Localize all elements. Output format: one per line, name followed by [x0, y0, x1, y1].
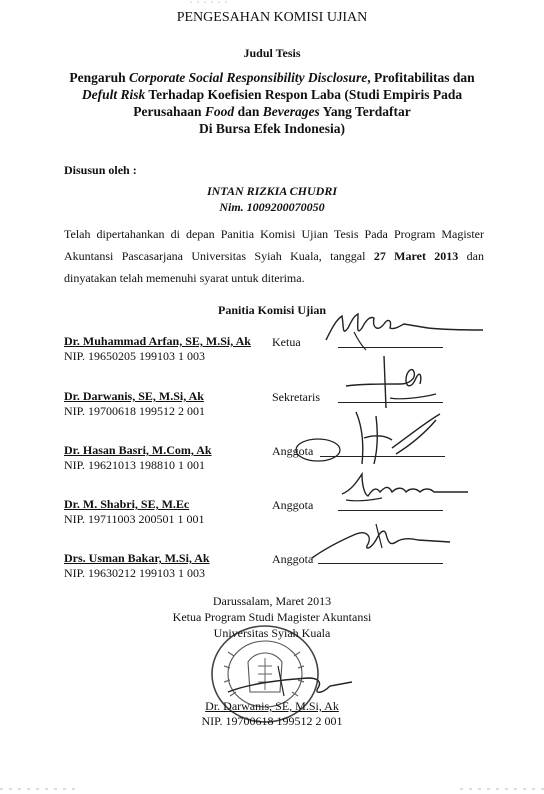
- signature-anggota-1: [296, 408, 456, 470]
- member-nip: NIP. 19650205 199103 1 003: [64, 349, 206, 363]
- author-name: INTAN RIZKIA CHUDRI: [206, 184, 338, 198]
- signature-ketua-prodi: [218, 662, 358, 702]
- member-nip: NIP. 19621013 198810 1 001: [64, 458, 206, 472]
- signoff-block: [0, 593, 544, 641]
- thesis-title-line-1: Pengaruh Corporate Social Responsibility Disclosure, Profitabilitas dan: [69, 70, 475, 85]
- member-nip: NIP. 19630212 199103 1 003: [64, 566, 206, 580]
- member-role: Sekretaris: [272, 390, 320, 404]
- signature-anggota-2: [338, 470, 473, 506]
- committee-title: Panitia Komisi Ujian: [217, 303, 326, 317]
- signoff-place-date: Darussalam, Maret 2013: [212, 594, 332, 608]
- member-role: Anggota: [272, 444, 314, 458]
- member-role: Ketua: [272, 335, 301, 349]
- signoff-name: Dr. Darwanis, SE, M.Si, Ak: [205, 699, 339, 713]
- page-title: PENGESAHAN KOMISI UJIAN: [176, 10, 368, 25]
- member-nip: NIP. 19711003 200501 1 001: [64, 512, 205, 526]
- signature-line: [338, 510, 443, 511]
- disusun-label: Disusun oleh :: [64, 163, 137, 177]
- member-name: Drs. Usman Bakar, M.Si, Ak: [64, 551, 210, 565]
- judul-label: Judul Tesis: [243, 46, 301, 60]
- member-name: Dr. M. Shabri, SE, M.Ec: [64, 497, 190, 511]
- thesis-title-line-3: Perusahaan Food dan Beverages Yang Terdaftar: [133, 104, 411, 119]
- thesis-title-line-4: Di Bursa Efek Indonesia): [199, 121, 345, 136]
- thesis-title-line-2: Defult Risk Terhadap Koefisien Respon Laba (Studi Empiris Pada: [81, 87, 463, 102]
- member-role: Anggota: [272, 552, 314, 566]
- member-role: Anggota: [272, 498, 314, 512]
- signoff-position: Ketua Program Studi Magister Akuntansi: [172, 610, 372, 624]
- author-nim: Nim. 1009200070050: [219, 200, 325, 214]
- author-block: [0, 183, 544, 215]
- signature-ketua: [318, 306, 488, 354]
- member-name: Dr. Hasan Basri, M.Com, Ak: [64, 443, 212, 457]
- member-name: Dr. Darwanis, SE, M.Si, Ak: [64, 389, 204, 403]
- signature-sekretaris: [340, 354, 450, 410]
- member-nip: NIP. 19700618 199512 2 001: [64, 404, 206, 418]
- thesis-title: [0, 69, 544, 137]
- member-name: Dr. Muhammad Arfan, SE, M.Si, Ak: [64, 334, 251, 348]
- signoff-name-wrap: [0, 699, 544, 714]
- approval-paragraph: Telah dipertahankan di depan Panitia Komisi Ujian Tesis Pada Program Magister Akuntansi Pascasarjana Universitas Syiah Kuala, tanggal 27 Maret 2013 dan dinyatakan telah memenuhi syarat untuk diterima.: [64, 227, 485, 285]
- signature-anggota-3: [306, 518, 456, 566]
- signoff-university: Universitas Syiah Kuala: [213, 626, 331, 640]
- signoff-nip: NIP. 19700618 199512 2 001: [201, 714, 343, 728]
